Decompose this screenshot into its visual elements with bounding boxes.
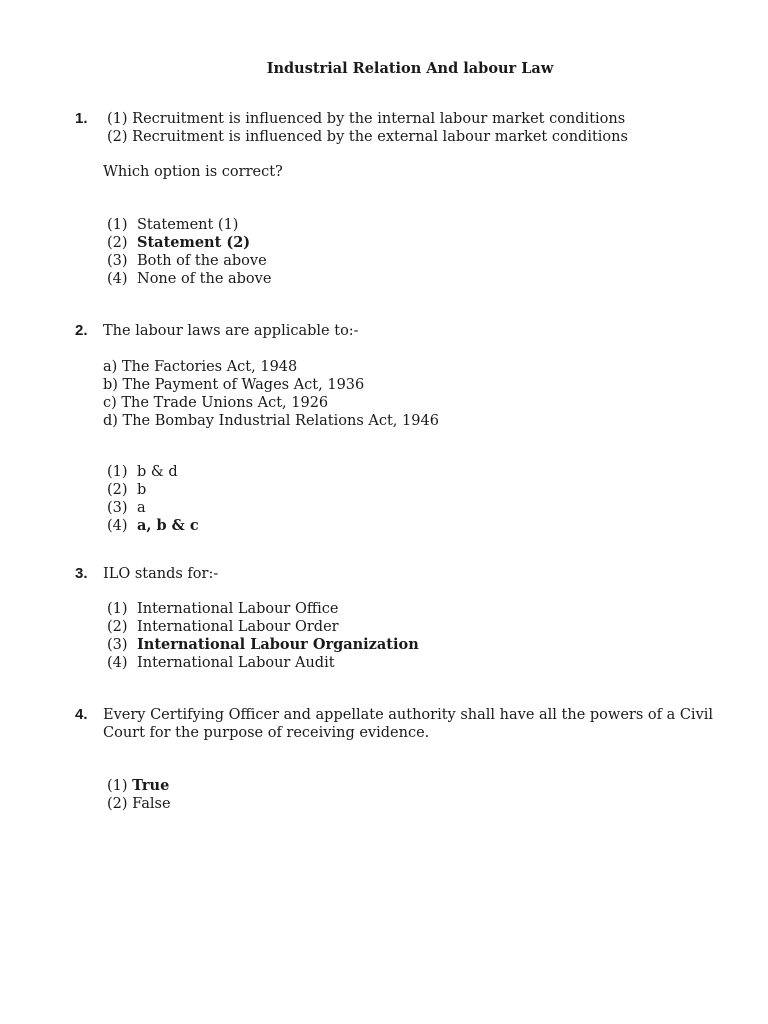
option-4 (107, 517, 199, 535)
option-number: (2) (107, 482, 128, 498)
question-number: 4. (75, 706, 88, 723)
option-text: Statement (1) (137, 217, 239, 233)
list-item-c: c) The Trade Unions Act, 1926 (103, 395, 329, 411)
option-text: False (132, 796, 171, 812)
option-number: (1) (107, 778, 128, 794)
option-2 (107, 795, 171, 813)
option-number: (1) (107, 464, 128, 480)
option-text: Both of the above (137, 253, 267, 269)
option-1 (107, 216, 238, 234)
option-2 (107, 234, 250, 252)
option-1 (107, 600, 339, 618)
option-3 (107, 252, 267, 270)
option-3 (107, 636, 419, 654)
option-3 (107, 499, 146, 517)
option-2 (107, 481, 146, 499)
statement-1: (1) Recruitment is influenced by the internal labour market conditions (107, 111, 626, 127)
option-1 (107, 463, 178, 481)
option-text: International Labour Office (137, 601, 339, 617)
option-number: (3) (107, 500, 128, 516)
statement-2: (2) Recruitment is influenced by the external labour market conditions (107, 129, 628, 145)
option-text: International Labour Order (137, 619, 339, 635)
option-number: (1) (107, 601, 128, 617)
question-prompt: The labour laws are applicable to:- (103, 323, 359, 339)
list-item-a: a) The Factories Act, 1948 (103, 359, 298, 375)
option-number: (4) (107, 518, 128, 534)
option-text: a (137, 500, 146, 516)
question-number: 2. (75, 322, 88, 339)
option-number: (2) (107, 796, 128, 812)
option-text: None of the above (137, 271, 272, 287)
option-4 (107, 654, 335, 672)
option-text: b & d (137, 464, 178, 480)
option-text: International Labour Audit (137, 655, 335, 671)
option-2 (107, 618, 339, 636)
option-number: (3) (107, 253, 128, 269)
question-number: 1. (75, 110, 88, 127)
option-number: (1) (107, 217, 128, 233)
option-text: b (137, 482, 147, 498)
page-title: Industrial Relation And labour Law (266, 60, 554, 77)
option-text-correct: International Labour Organization (137, 636, 419, 653)
option-number: (3) (107, 637, 128, 653)
option-text-correct: Statement (2) (137, 234, 251, 251)
question-number: 3. (75, 565, 88, 582)
list-item-d: d) The Bombay Industrial Relations Act, 1946 (103, 413, 439, 429)
list-item-b: b) The Payment of Wages Act, 1936 (103, 377, 365, 393)
option-1 (107, 777, 169, 795)
question-prompt: ILO stands for:- (103, 566, 219, 582)
option-text-correct: True (132, 777, 170, 794)
question-prompt: Every Certifying Officer and appellate authority shall have all the powers of a Civil Court for the purpose of receiving evidence. (103, 707, 714, 741)
option-4 (107, 270, 271, 288)
option-number: (2) (107, 619, 128, 635)
option-number: (4) (107, 271, 128, 287)
option-number: (4) (107, 655, 128, 671)
option-text-correct: a, b & c (137, 517, 199, 534)
option-number: (2) (107, 235, 128, 251)
question-prompt: Which option is correct? (103, 164, 283, 180)
